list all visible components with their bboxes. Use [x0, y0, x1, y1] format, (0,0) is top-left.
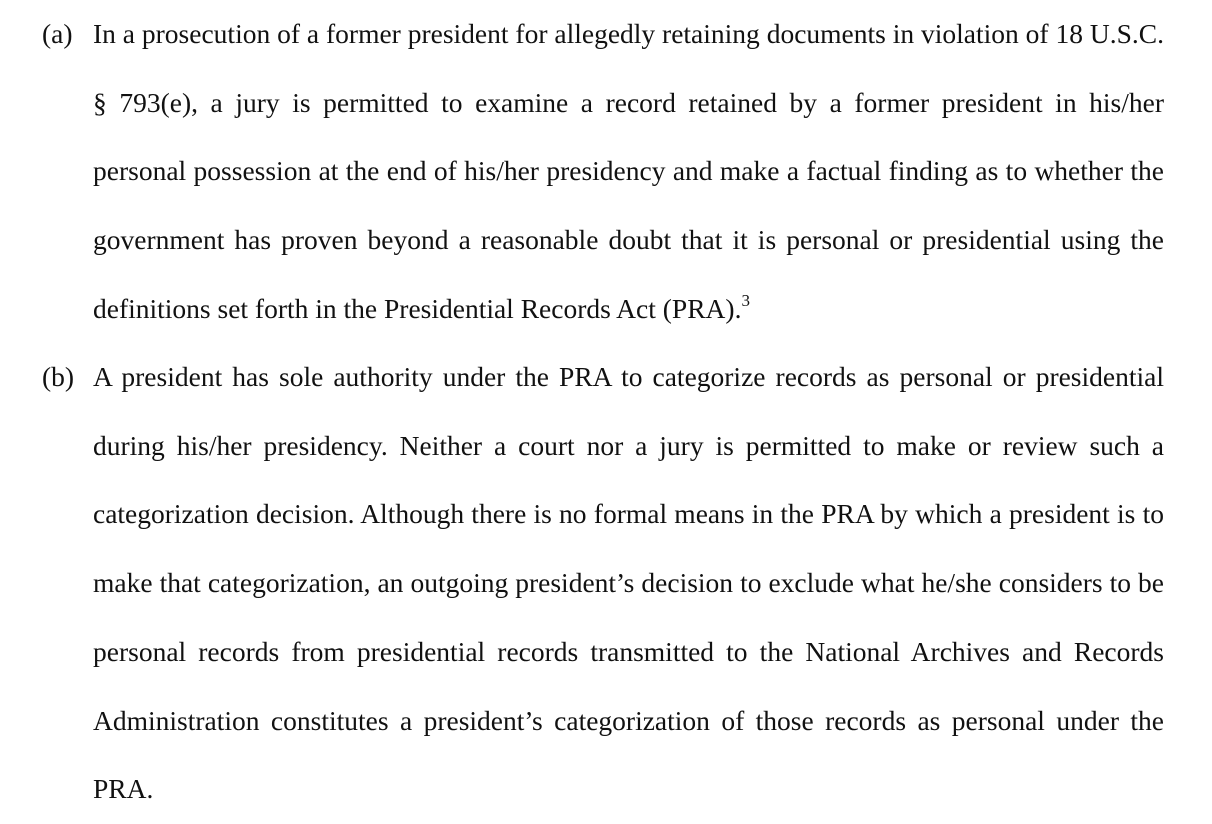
paragraph-b-text-block [93, 343, 1164, 824]
footnote-reference[interactable]: 3 [741, 290, 750, 310]
paragraph-b-text: A president has sole authority under the PRA to categorize records as personal or presidential during his/her presidency. Neither a court nor a jury is permitted to make or review such a categorization decision. Although there is no formal means in the PRA by which a president is to make that categorization, an outgoing president’s decision to exclude what he/she considers to be personal records from presidential records transmitted to the National Archives and Records Administration constitutes a president’s categorization of those records as personal under the PRA. [93, 361, 1164, 805]
paragraph-a [0, 0, 1212, 344]
paragraph-a-text-block [93, 0, 1164, 344]
paragraph-b-marker: (b) [42, 361, 75, 392]
paragraph-a-marker: (a) [42, 18, 73, 49]
paragraph-b [0, 343, 1212, 824]
paragraph-a-text: In a prosecution of a former president for allegedly retaining documents in violation of 18 U.S.C. § 793(e), a jury is permitted to examine a record retained by a former president in his/her personal possession at the end of his/her presidency and make a factual finding as to whether the government has proven beyond a reasonable doubt that it is personal or presidential using the definitions set forth in the Presidential Records Act (PRA). [93, 18, 1164, 324]
